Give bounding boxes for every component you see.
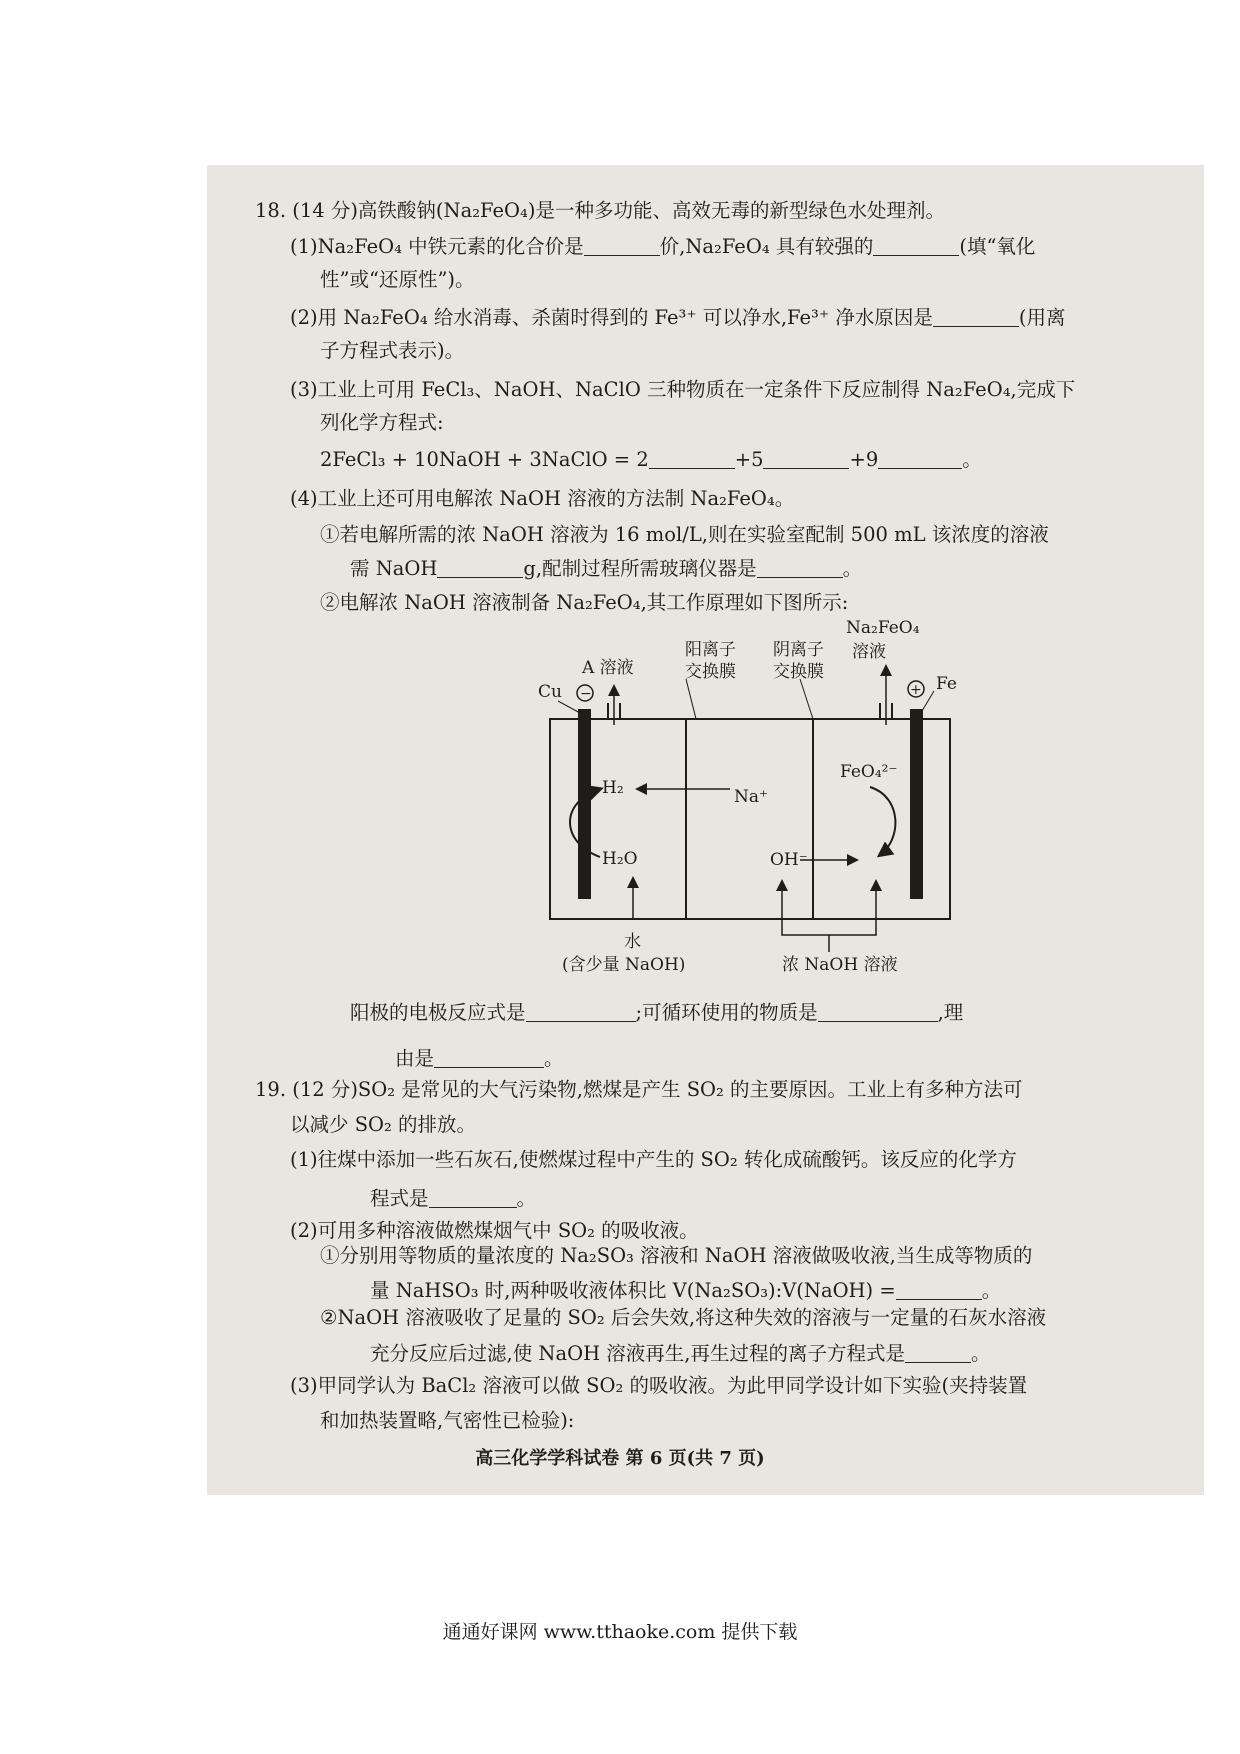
q18-reason: 由是 。 xyxy=(395,1047,564,1070)
q19-part2-1-cont: 量 NaHSO₃ 时,两种吸收液体积比 V(Na₂SO₃):V(NaOH) = 。 xyxy=(370,1279,1002,1302)
page-footer: 高三化学学科试卷 第 6 页(共 7 页) xyxy=(475,1448,765,1469)
label-a-solution: A 溶液 xyxy=(582,658,634,678)
answer-blank[interactable] xyxy=(434,1047,544,1068)
q19-part1-cont: 程式是 。 xyxy=(370,1187,537,1210)
electrolysis-diagram xyxy=(500,617,980,972)
label-h2: H₂ xyxy=(602,778,624,798)
answer-blank[interactable] xyxy=(878,448,962,469)
q19-title: 19. (12 分)SO₂ 是常见的大气污染物,燃煤是产生 SO₂ 的主要原因。工业上有多种方法可 xyxy=(255,1078,1023,1101)
electrolysis-tank xyxy=(550,719,950,919)
q19-part2: (2)可用多种溶液做燃煤烟气中 SO₂ 的吸收液。 xyxy=(290,1219,699,1242)
answer-blank[interactable] xyxy=(896,1279,982,1300)
fe-electrode xyxy=(910,709,923,899)
q19-part3: (3)甲同学认为 BaCl₂ 溶液可以做 SO₂ 的吸收液。为此甲同学设计如下实验(夹持装置 xyxy=(290,1374,1028,1397)
q19-part2-1: ①分别用等物质的量浓度的 Na₂SO₃ 溶液和 NaOH 溶液做吸收液,当生成等物质的 xyxy=(320,1244,1033,1267)
q19-title-cont: 以减少 SO₂ 的排放。 xyxy=(290,1113,477,1136)
label-cation-membrane-1: 阳离子 xyxy=(685,640,736,660)
answer-blank[interactable] xyxy=(429,1187,517,1208)
answer-blank[interactable] xyxy=(933,306,1019,327)
label-water-2: (含少量 NaOH) xyxy=(562,955,686,972)
cu-electrode xyxy=(578,709,591,899)
q18-part3-cont: 列化学方程式: xyxy=(320,411,444,434)
answer-blank[interactable] xyxy=(763,448,849,469)
anode-reaction-arrow xyxy=(870,787,895,855)
label-feo4-ion: FeO₄²⁻ xyxy=(840,762,898,782)
answer-blank[interactable] xyxy=(905,1342,971,1363)
answer-blank[interactable] xyxy=(757,557,843,578)
answer-blank[interactable] xyxy=(818,1001,938,1022)
label-na-ion: Na⁺ xyxy=(734,787,768,807)
q18-title: 18. (14 分)高铁酸钠(Na₂FeO₄)是一种多功能、高效无毒的新型绿色水处理剂。 xyxy=(255,199,945,222)
label-minus: − xyxy=(580,686,592,702)
answer-blank[interactable] xyxy=(437,557,523,578)
label-oh-ion: OH⁻ xyxy=(770,850,808,870)
answer-blank[interactable] xyxy=(526,1001,636,1022)
q19-part3-cont: 和加热装置略,气密性已检验): xyxy=(320,1409,575,1432)
label-cu: Cu xyxy=(538,682,562,702)
q18-anode-question: 阳极的电极反应式是 ;可循环使用的物质是 ,理 xyxy=(350,1001,964,1024)
q18-part4-1-cont: 需 NaOH g,配制过程所需玻璃仪器是 。 xyxy=(350,557,863,580)
site-footer: 通通好课网 www.tthaoke.com 提供下载 xyxy=(442,1621,798,1643)
q18-part2-cont: 子方程式表示)。 xyxy=(320,339,465,362)
label-plus: + xyxy=(910,682,922,698)
q18-part4-1: ①若电解所需的浓 NaOH 溶液为 16 mol/L,则在实验室配制 500 mL 该浓度的溶液 xyxy=(320,523,1049,546)
q19-part2-2: ②NaOH 溶液吸收了足量的 SO₂ 后会失效,将这种失效的溶液与一定量的石灰水溶液 xyxy=(320,1306,1047,1329)
label-anion-membrane-1: 阴离子 xyxy=(773,640,824,660)
q19-part2-2-cont: 充分反应后过滤,使 NaOH 溶液再生,再生过程的离子方程式是 。 xyxy=(370,1342,991,1365)
label-h2o: H₂O xyxy=(602,849,638,869)
q18-part2: (2)用 Na₂FeO₄ 给水消毒、杀菌时得到的 Fe³⁺ 可以净水,Fe³⁺ 净水原因是 (用离 xyxy=(290,306,1066,329)
label-anion-membrane-2: 交换膜 xyxy=(773,662,824,682)
answer-blank[interactable] xyxy=(873,235,959,256)
q18-part4: (4)工业上还可用电解浓 NaOH 溶液的方法制 Na₂FeO₄。 xyxy=(290,487,795,510)
q18-part1-cont: 性”或“还原性”)。 xyxy=(320,268,475,291)
naoh-inlet-branch xyxy=(782,919,876,952)
q19-part1: (1)往煤中添加一些石灰石,使燃煤过程中产生的 SO₂ 转化成硫酸钙。该反应的化学方 xyxy=(290,1148,1017,1171)
label-conc-naoh: 浓 NaOH 溶液 xyxy=(782,955,898,972)
label-water-1: 水 xyxy=(624,932,641,952)
answer-blank[interactable] xyxy=(584,235,660,256)
q18-part1: (1)Na₂FeO₄ 中铁元素的化合价是 价,Na₂FeO₄ 具有较强的 (填“氧化 xyxy=(290,235,1036,258)
label-cation-membrane-2: 交换膜 xyxy=(685,662,736,682)
q18-equation: 2FeCl₃ + 10NaOH + 3NaClO = 2 +5 +9 。 xyxy=(320,448,982,471)
answer-blank[interactable] xyxy=(649,448,735,469)
label-product-2: 溶液 xyxy=(852,642,886,662)
q18-part4-2: ②电解浓 NaOH 溶液制备 Na₂FeO₄,其工作原理如下图所示: xyxy=(320,591,849,614)
label-fe: Fe xyxy=(936,674,957,694)
q18-part3: (3)工业上可用 FeCl₃、NaOH、NaClO 三种物质在一定条件下反应制得 Na₂FeO₄,完成下 xyxy=(290,378,1076,401)
label-product-1: Na₂FeO₄ xyxy=(846,618,920,638)
